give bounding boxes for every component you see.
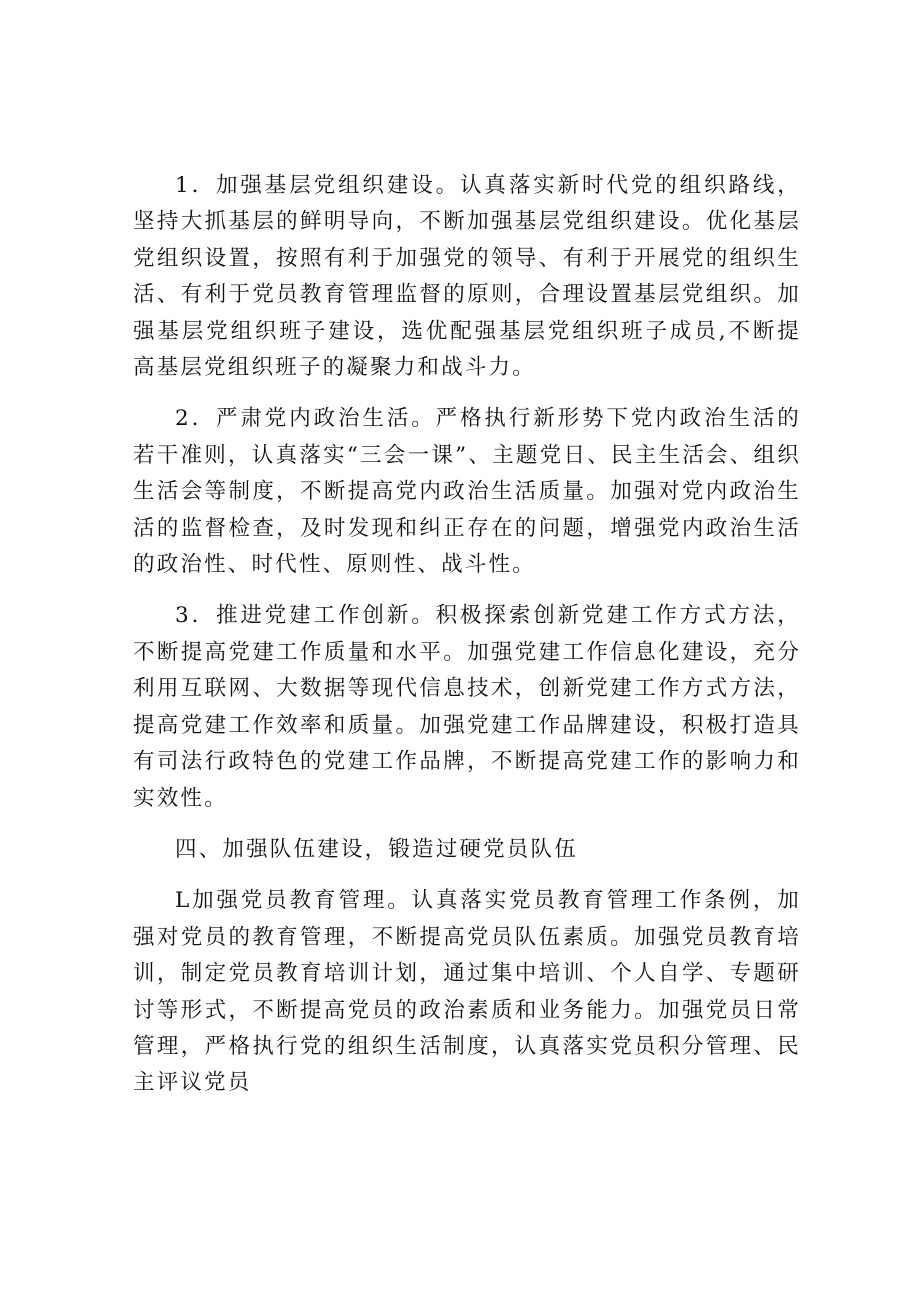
paragraph-2: 2．严肃党内政治生活。严格执行新形势下党内政治生活的若干准则，认真落实“三会一课”、主题党日、民主生活会、组织生活会等制度，不断提高党内政治生活质量。加强对党内政治生活的监督检查，及时发现和纠正存在的问题，增强党内政治生活的政治性、时代性、原则性、战斗性。 (133, 406, 801, 578)
paragraph-1: 1．加强基层党组织建设。认真落实新时代党的组织路线，坚持大抓基层的鲜明导向，不断加强基层党组织建设。优化基层党组织设置，按照有利于加强党的领导、有利于开展党的组织生活、有利于党员教育管理监督的原则，合理设置基层党组织。加强基层党组织班子建设，选优配强基层党组织班子成员,不断提高基层党组织班子的凝聚力和战斗力。 (133, 173, 801, 381)
section-heading: 四、加强队伍建设，锻造过硬党员队伍 (175, 836, 578, 862)
document-page (133, 168, 801, 1117)
paragraph-4: L加强党员教育管理。认真落实党员教育管理工作条例，加强对党员的教育管理，不断提高党员队伍素质。加强党员教育培训，制定党员教育培训计划，通过集中培训、个人自学、专题研讨等形式，不断提高党员的政治素质和业务能力。加强党员日常管理，严格执行党的组织生活制度，认真落实党员积分管理、民主评议党员 (133, 888, 801, 1096)
paragraph-3: 3．推进党建工作创新。积极探索创新党建工作方式方法，不断提高党建工作质量和水平。加强党建工作信息化建设，充分利用互联网、大数据等现代信息技术，创新党建工作方式方法，提高党建工作效率和质量。加强党建工作品牌建设，积极打造具有司法行政特色的党建工作品牌，不断提高党建工作的影响力和实效性。 (133, 603, 801, 811)
